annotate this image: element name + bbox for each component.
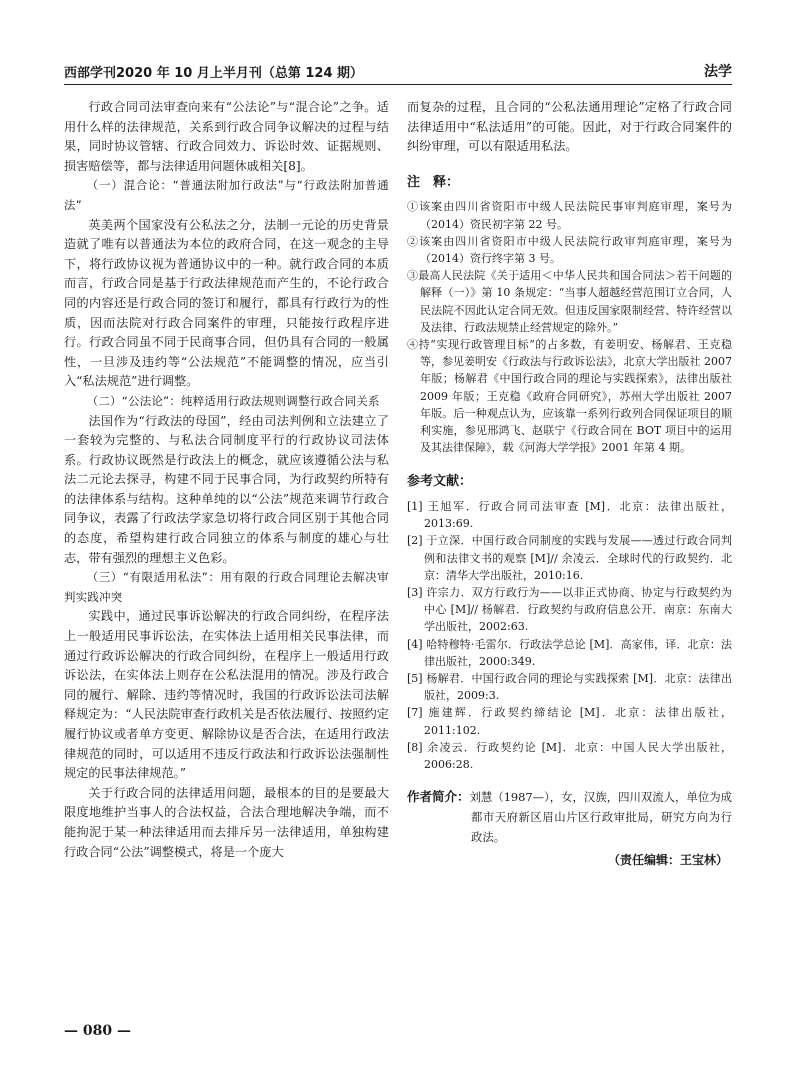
reference-item: [8] 余凌云．行政契约论 [M]．北京：中国人民大学出版社，2006:28. <box>407 740 732 772</box>
body-paragraph: 行政合同司法审查向来有“公法论”与“混合论”之争。适用什么样的法律规范，关系到行政合同争议解决的过程与结果，同时协议管辖、行政合同效力、诉讼时效、证据规则、损害赔偿等，都与法律适用问题休戚相关[8]。 <box>64 100 389 173</box>
body-paragraph: 英美两个国家没有公私法之分，法制一元论的历史背景造就了唯有以普通法为本位的政府合同，在这一观念的主导下，将行政协议视为普通协议中的一种。就行政合同的本质而言，行政合同是基于行政法律规范而产生的，不论行政合同的内容还是行政合同的签订和履行，都具有行政行为的性质，因而法院对行政合同案件的审理，只能按行政程序进行。行政合同虽不同于民商事合同，但仍具有合同的一般属性，一旦涉及违约等“公法规范”不能调整的情况，应当引入“私法规范”进行调整。 <box>64 217 389 389</box>
body-paragraph-continued: 而复杂的过程，且合同的“公私法通用理论”定格了行政合同法律适用中“私法适用”的可能。因此，对于行政合同案件的纠纷审理，可以有限适用私法。 <box>407 100 732 154</box>
note-item: ③最高人民法院《关于适用＜中华人民共和国合同法＞若干问题的解释（一）》第 10 条规定：“当事人超越经营范围订立合同，人民法院不因此认定合同无效。但违反国家限制经营、特许经营以及法律、行政法规禁止经营规定的除外。” <box>407 269 732 334</box>
subheading: （一）混合论：“普通法附加行政法”与“行政法附加普通法” <box>64 178 389 212</box>
body-paragraph: 法国作为“行政法的母国”，经由司法判例和立法建立了一套较为完整的、与私法合同制度平行的行政协议司法体系。行政协议既然是行政法上的概念，就应该遵循公法与私法二元论去探寻，构建不同于民事合同，为行政契约所特有的法律体系与结构。这种单纯的以“公法”规范来调节行政合同争议，表露了行政法学家急切将行政合同区别于其他合同的态度，希望构建行政合同独立的体系与制度的雄心与壮志，带有强烈的理想主义色彩。 <box>64 413 389 565</box>
notes-list <box>407 198 732 456</box>
subheading: （三）“有限适用私法”：用有限的行政合同理论去解决审判实践冲突 <box>64 570 389 604</box>
reference-item: [7] 施建辉．行政契约缔结论 [M]．北京：法律出版社，2011:102. <box>407 706 732 737</box>
note-item: ④持“实现行政管理目标”的占多数，有姜明安、杨解君、王克稳等，参见姜明安《行政法与行政诉讼法》，北京大学出版社 2007 年版；杨解君《中国行政合同的理论与实践探索》，法律出版社 2009 年版；王克稳《政府合同研究》，苏州大学出版社 2007 年版。后一种观点认为，应该靠一系列行政列合同保证项目的顺利实施，参见邢鸿飞、赵联宁《行政合同在 BOT 项目中的运用及其法律保障》，载《河海大学学报》2001 年第 4 期。 <box>407 338 732 455</box>
reference-item: [2] 于立深．中国行政合同制度的实践与发展——透过行政合同判例和法律文书的观察 [M]// 余凌云．全球时代的行政契约．北京：清华大学出版社，2010:16. <box>407 534 732 582</box>
page-header <box>64 58 732 85</box>
reference-item: [3] 许宗力．双方行政行为——以非正式协商、协定与行政契约为中心 [M]// 杨解君．行政契约与政府信息公开．南京：东南大学出版社，2002:63. <box>407 586 732 634</box>
body-paragraph: 实践中，通过民事诉讼解决的行政合同纠纷，在程序法上一般适用民事诉讼法，在实体法上适用相关民事法律，而通过行政诉讼解决的行政合同纠纷，在程序上一般适用行政诉讼法，在实体法上则存在公私法混用的情况。涉及行政合同的履行、解除、违约等情况时，我国的行政诉讼法司法解释规定为：“人民法院审查行政机关是否依法履行、按照约定履行协议或者单方变更、解除协议是否合法，在适用行政法律规范的同时，可以适用不违反行政法和行政诉讼法强制性规定的民事法律规范。” <box>64 609 389 781</box>
subheading: （二）“公法论”：纯粹适用行政法规则调整行政合同关系 <box>86 393 380 408</box>
left-column <box>64 98 389 862</box>
page-number: — 080 — <box>64 1023 131 1039</box>
note-item: ②该案由四川省资阳市中级人民法院行政审判庭审理，案号为（2014）资行终字第 3 号。 <box>407 234 732 265</box>
author-label: 作者简介： <box>407 789 470 805</box>
reference-item: [5] 杨解君．中国行政合同的理论与实践探索 [M]．北京：法律出版社，2009:3. <box>407 672 732 703</box>
note-item: ①该案由四川省资阳市中级人民法院民事审判庭审理，案号为（2014）资民初字第 22 号。 <box>407 200 732 231</box>
journal-title: 西部学刊2020 年 10 月上半月刊（总第 124 期） <box>64 66 364 81</box>
references-heading: 参考文献： <box>407 474 473 490</box>
reference-item: [4] 哈特穆特·毛雷尔．行政法学总论 [M]．高家伟，译．北京：法律出版社，2000:349. <box>407 637 732 668</box>
author-bio <box>407 787 732 847</box>
body-paragraph: 关于行政合同的法律适用问题，最根本的目的是要最大限度地维护当事人的合法权益，合法合理地解决争端，而不能拘泥于某一种法律适用而去排斥另一法律适用，单独构建行政合同“公法”调整模式，将是一个庞大 <box>64 785 389 859</box>
references-list <box>407 498 732 773</box>
responsible-editor: （责任编辑：王宝林） <box>607 853 728 868</box>
section-label: 法学 <box>704 64 732 80</box>
right-column <box>407 98 732 871</box>
reference-item: [1] 王旭军．行政合同司法审查 [M]．北京：法律出版社，2013:69. <box>407 500 732 531</box>
author-text: 刘慧（1987—），女，汉族，四川双流人，单位为成都市天府新区眉山片区行政审批局，研究方向为行政法。 <box>469 790 733 845</box>
notes-heading: 注 释： <box>407 174 460 190</box>
